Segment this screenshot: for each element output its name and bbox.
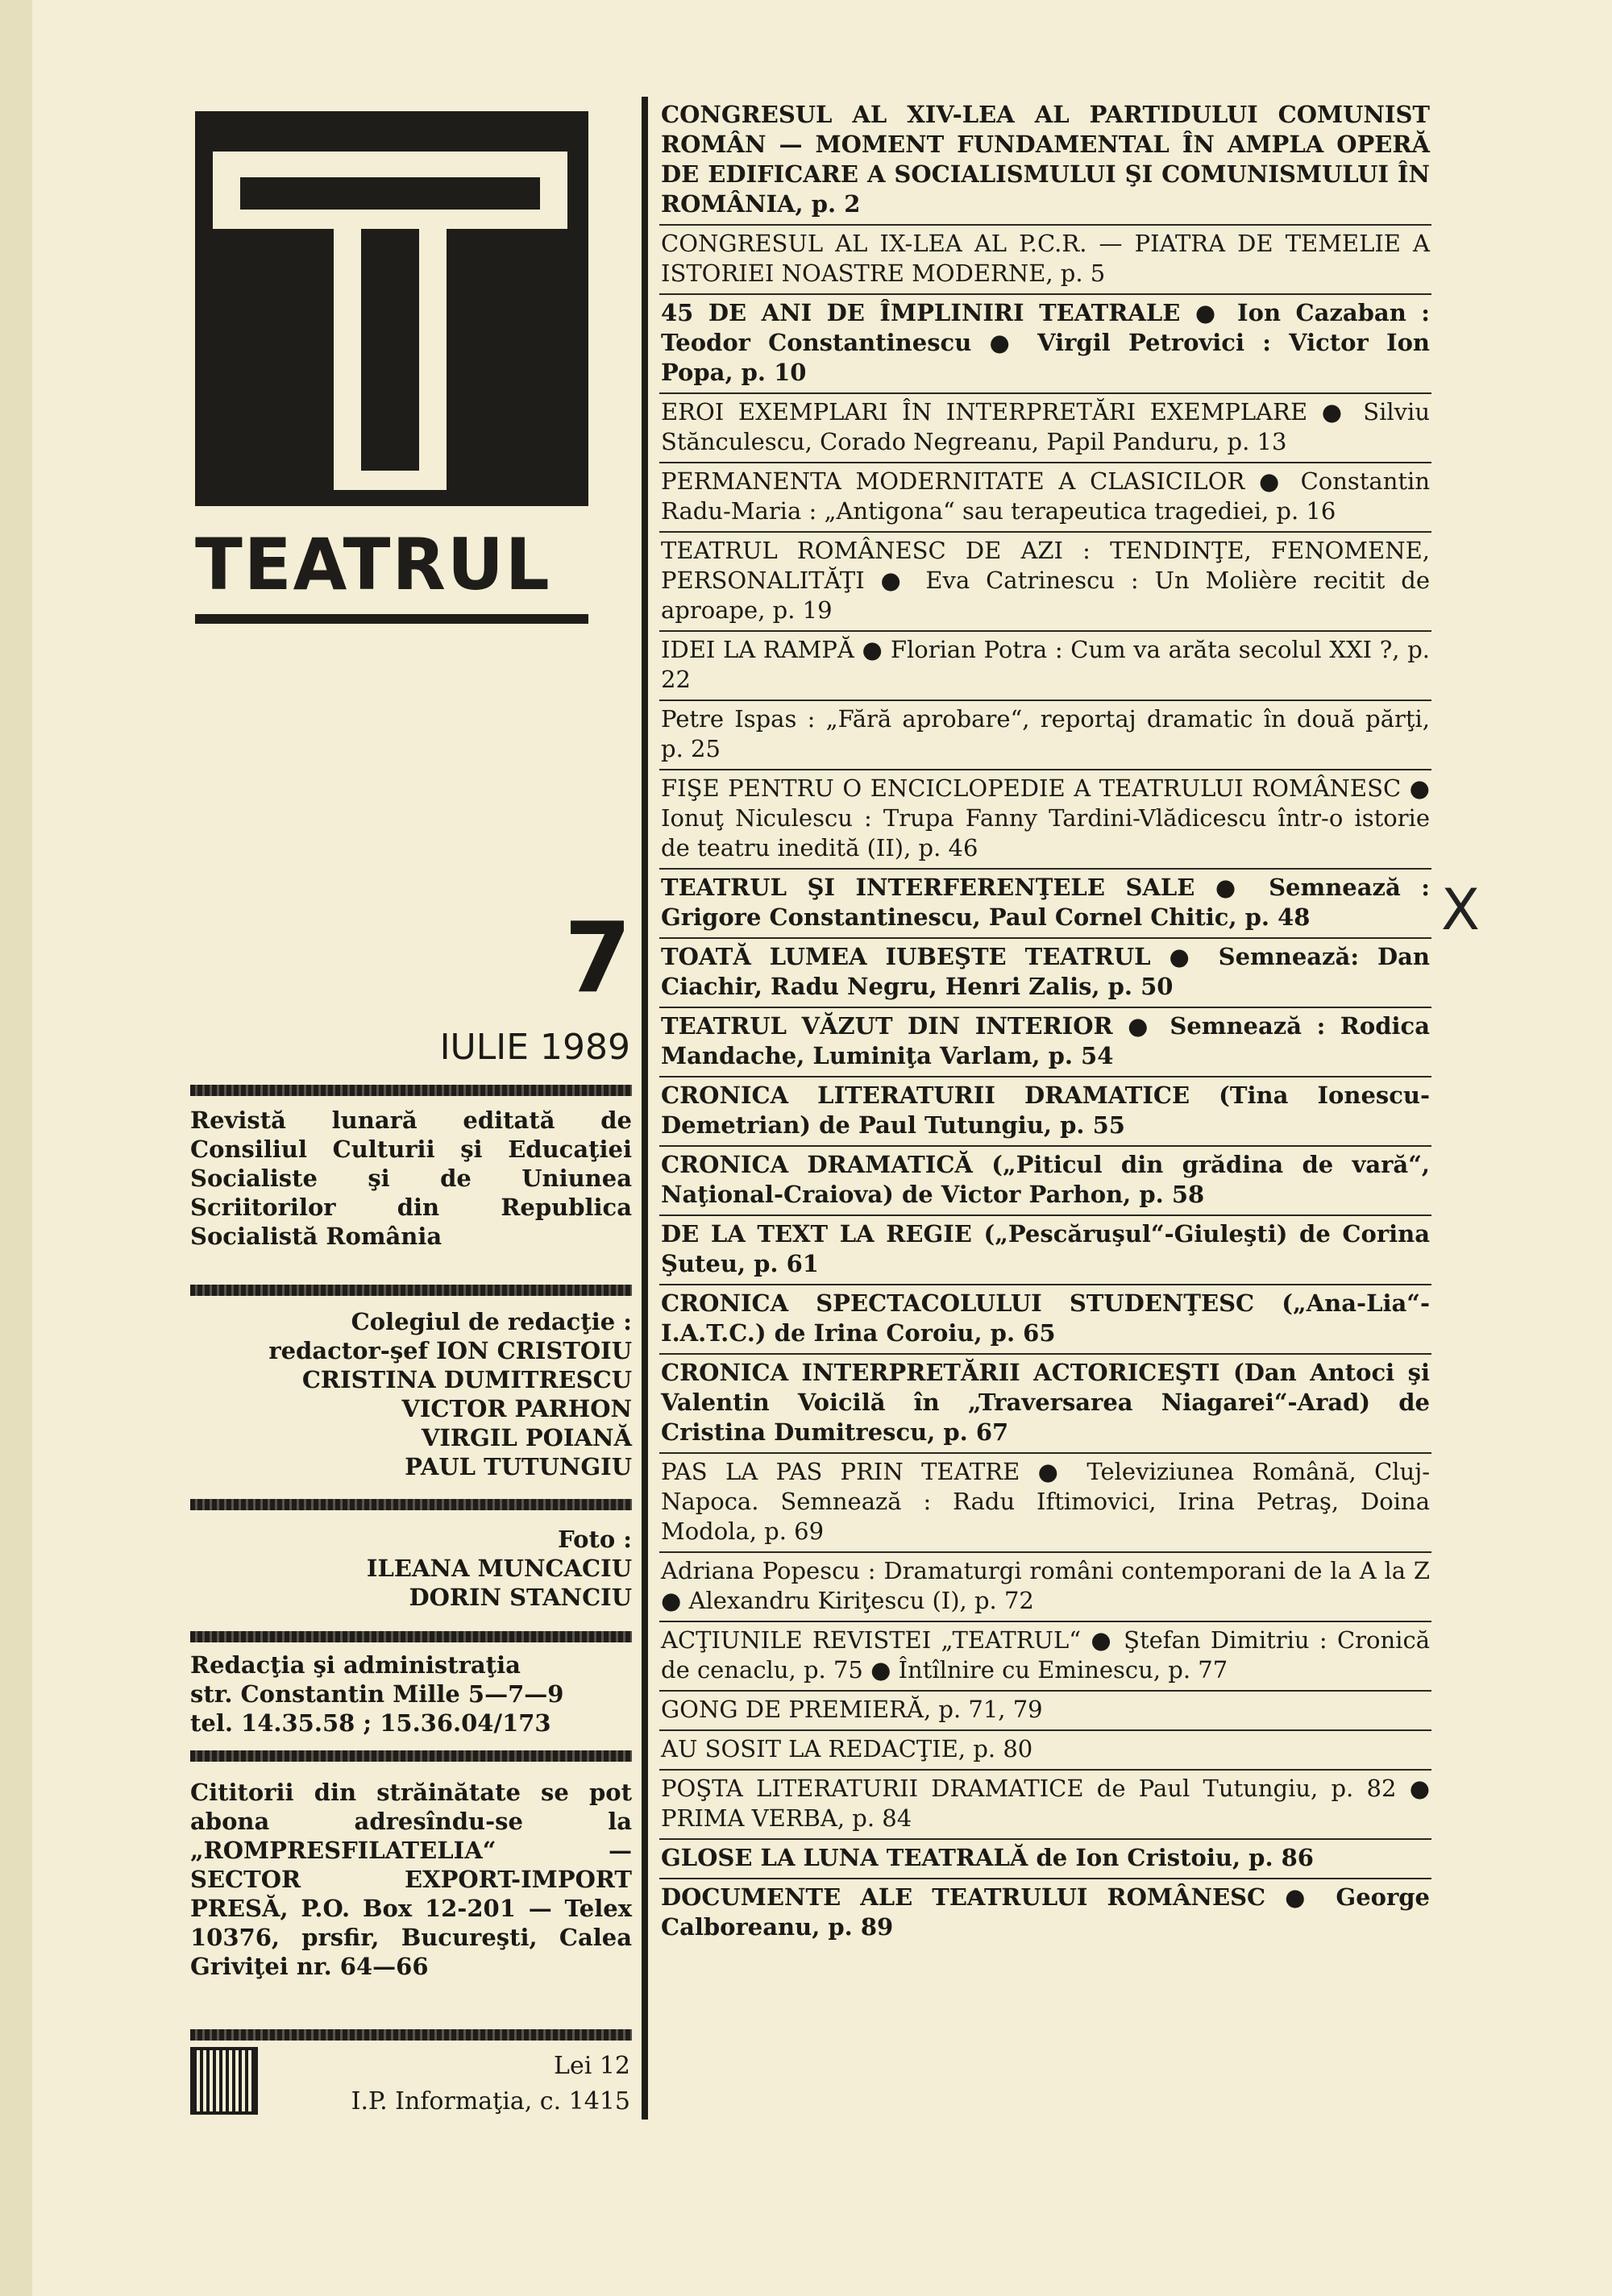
column-divider bbox=[642, 97, 648, 2120]
photo-heading: Foto : bbox=[558, 1526, 632, 1553]
toc-entry: 45 DE ANI DE ÎMPLINIRI TEATRALE ● Ion Cazaban : Teodor Constantinescu ● Virgil Petrovici : Victor Ion Popa, p. 10 bbox=[659, 295, 1431, 394]
publisher-logo-icon bbox=[190, 2047, 258, 2115]
divider-stripe bbox=[190, 1285, 632, 1296]
toc-entry: DE LA TEXT LA REGIE („Pescăruşul“-Giuleşti) de Corina Şuteu, p. 61 bbox=[659, 1216, 1431, 1285]
subscription-note: Cititorii din străinătate se pot abona adresîndu-se la „ROMPRESFILATELIA“ — SECTOR EXPORT-IMPORT PRESĂ, P.O. Box 12-201 — Telex 10376, prsfir, Bucureşti, Calea Griviţei nr. 64—66 bbox=[190, 1779, 632, 1980]
table-of-contents bbox=[659, 97, 1431, 2120]
toc-entry: TEATRUL ROMÂNESC DE AZI : TENDINŢE, FENOMENE, PERSONALITĂŢI ● Eva Catrinescu : Un Molière recitit de aproape, p. 19 bbox=[659, 533, 1431, 632]
toc-entry: Adriana Popescu : Dramaturgi români contemporani de la A la Z ● Alexandru Kiriţescu (I), p. 72 bbox=[659, 1553, 1431, 1622]
photographer: ILEANA MUNCACIU bbox=[366, 1555, 632, 1582]
toc-entry: PAS LA PAS PRIN TEATRE ● Televiziunea Română, Cluj-Napoca. Semnează : Radu Iftimovici, Irina Petraş, Doina Modola, p. 69 bbox=[659, 1454, 1431, 1553]
toc-entry: GONG DE PREMIERĂ, p. 71, 79 bbox=[659, 1692, 1431, 1731]
toc-entry: CRONICA SPECTACOLULUI STUDENŢESC („Ana-Lia“-I.A.T.C.) de Irina Coroiu, p. 65 bbox=[659, 1285, 1431, 1355]
divider-stripe bbox=[190, 2029, 632, 2041]
logo-letter-bar-inner bbox=[240, 177, 540, 210]
toc-entry: TOATĂ LUMEA IUBEŞTE TEATRUL ● Semnează: Dan Ciachir, Radu Negru, Henri Zalis, p. 50 bbox=[659, 939, 1431, 1008]
board-member: PAUL TUTUNGIU bbox=[405, 1453, 632, 1480]
toc-entry: CRONICA DRAMATICĂ („Piticul din grădina de vară“, Naţional-Craiova) de Victor Parhon, p. 58 bbox=[659, 1147, 1431, 1216]
toc-entry: TEATRUL VĂZUT DIN INTERIOR ● Semnează : Rodica Mandache, Luminiţa Varlam, p. 54 bbox=[659, 1008, 1431, 1077]
divider-stripe bbox=[190, 1499, 632, 1510]
photographer: DORIN STANCIU bbox=[409, 1584, 632, 1611]
toc-entry: FIŞE PENTRU O ENCICLOPEDIE A TEATRULUI ROMÂNESC ● Ionuţ Niculescu : Trupa Fanny Tardini-Vlădicescu într-o istorie de teatru inedită (II), p. 46 bbox=[659, 770, 1431, 870]
issue-number: 7 bbox=[564, 903, 632, 1015]
toc-entry: AU SOSIT LA REDACŢIE, p. 80 bbox=[659, 1731, 1431, 1771]
address-street: str. Constantin Mille 5—7—9 bbox=[190, 1680, 564, 1708]
title-underline bbox=[195, 614, 588, 624]
magazine-logo bbox=[195, 111, 588, 506]
divider-stripe bbox=[190, 1631, 632, 1642]
address-block bbox=[190, 1650, 632, 1738]
toc-entry: EROI EXEMPLARI ÎN INTERPRETĂRI EXEMPLARE ● Silviu Stănculescu, Corado Negreanu, Papil Panduru, p. 13 bbox=[659, 394, 1431, 463]
publisher-note: Revistă lunară editată de Consiliul Culturii şi Educaţiei Socialiste şi de Uniunea Scriitorilor din Republica Socialistă România bbox=[190, 1106, 632, 1250]
toc-entry: CONGRESUL AL IX-LEA AL P.C.R. — PIATRA DE TEMELIE A ISTORIEI NOASTRE MODERNE, p. 5 bbox=[659, 226, 1431, 295]
editorial-board-heading: Colegiul de redacţie : bbox=[351, 1308, 632, 1335]
toc-entry: PERMANENTA MODERNITATE A CLASICILOR ● Constantin Radu-Maria : „Antigona“ sau terapeutica tragediei, p. 16 bbox=[659, 463, 1431, 533]
page-spine bbox=[0, 0, 32, 2296]
handwritten-mark: X bbox=[1441, 877, 1480, 943]
toc-entry: ACŢIUNILE REVISTEI „TEATRUL“ ● Ştefan Dimitriu : Cronică de cenaclu, p. 75 ● Întîlnire cu Eminescu, p. 77 bbox=[659, 1622, 1431, 1692]
toc-entry: CRONICA INTERPRETĂRII ACTORICEŞTI (Dan Antoci şi Valentin Voicilă în „Traversarea Niagarei“-Arad) de Cristina Dumitrescu, p. 67 bbox=[659, 1355, 1431, 1454]
printer-info: I.P. Informaţia, c. 1415 bbox=[351, 2087, 630, 2115]
editor-in-chief: redactor-şef ION CRISTOIU bbox=[268, 1337, 632, 1364]
toc-entry: CRONICA LITERATURII DRAMATICE (Tina Ionescu-Demetrian) de Paul Tutungiu, p. 55 bbox=[659, 1077, 1431, 1147]
address-phone: tel. 14.35.58 ; 15.36.04/173 bbox=[190, 1709, 551, 1737]
board-member: CRISTINA DUMITRESCU bbox=[301, 1366, 632, 1393]
toc-entry: POŞTA LITERATURII DRAMATICE de Paul Tutungiu, p. 82 ● PRIMA VERBA, p. 84 bbox=[659, 1771, 1431, 1840]
logo-letter-stem-inner bbox=[361, 229, 419, 471]
address-heading: Redacţia şi administraţia bbox=[190, 1651, 521, 1679]
divider-stripe bbox=[190, 1085, 632, 1096]
toc-entry: GLOSE LA LUNA TEATRALĂ de Ion Cristoiu, p. 86 bbox=[659, 1840, 1431, 1879]
price: Lei 12 bbox=[554, 2052, 630, 2080]
toc-entry: TEATRUL ŞI INTERFERENŢELE SALE ● Semnează : Grigore Constantinescu, Paul Cornel Chitic, p. 48 bbox=[659, 870, 1431, 939]
board-member: VIRGIL POIANĂ bbox=[421, 1424, 632, 1451]
editorial-board bbox=[190, 1307, 632, 1481]
board-member: VICTOR PARHON bbox=[401, 1395, 632, 1422]
toc-entry: DOCUMENTE ALE TEATRULUI ROMÂNESC ● George Calboreanu, p. 89 bbox=[661, 1883, 1430, 1941]
toc-entry: Petre Ispas : „Fără aprobare“, reportaj dramatic în două părţi, p. 25 bbox=[659, 701, 1431, 770]
issue-date: IULIE 1989 bbox=[439, 1027, 630, 1068]
photo-credits bbox=[190, 1525, 632, 1612]
divider-stripe bbox=[190, 1750, 632, 1762]
toc-entry: IDEI LA RAMPĂ ● Florian Potra : Cum va arăta secolul XXI ?, p. 22 bbox=[659, 632, 1431, 701]
toc-entry: CONGRESUL AL XIV-LEA AL PARTIDULUI COMUNIST ROMÂN — MOMENT FUNDAMENTAL ÎN AMPLA OPERĂ DE EDIFICARE A SOCIALISMULUI ŞI COMUNISMULUI ÎN ROMÂNIA, p. 2 bbox=[659, 97, 1431, 226]
magazine-title: TEATRUL bbox=[195, 523, 551, 606]
